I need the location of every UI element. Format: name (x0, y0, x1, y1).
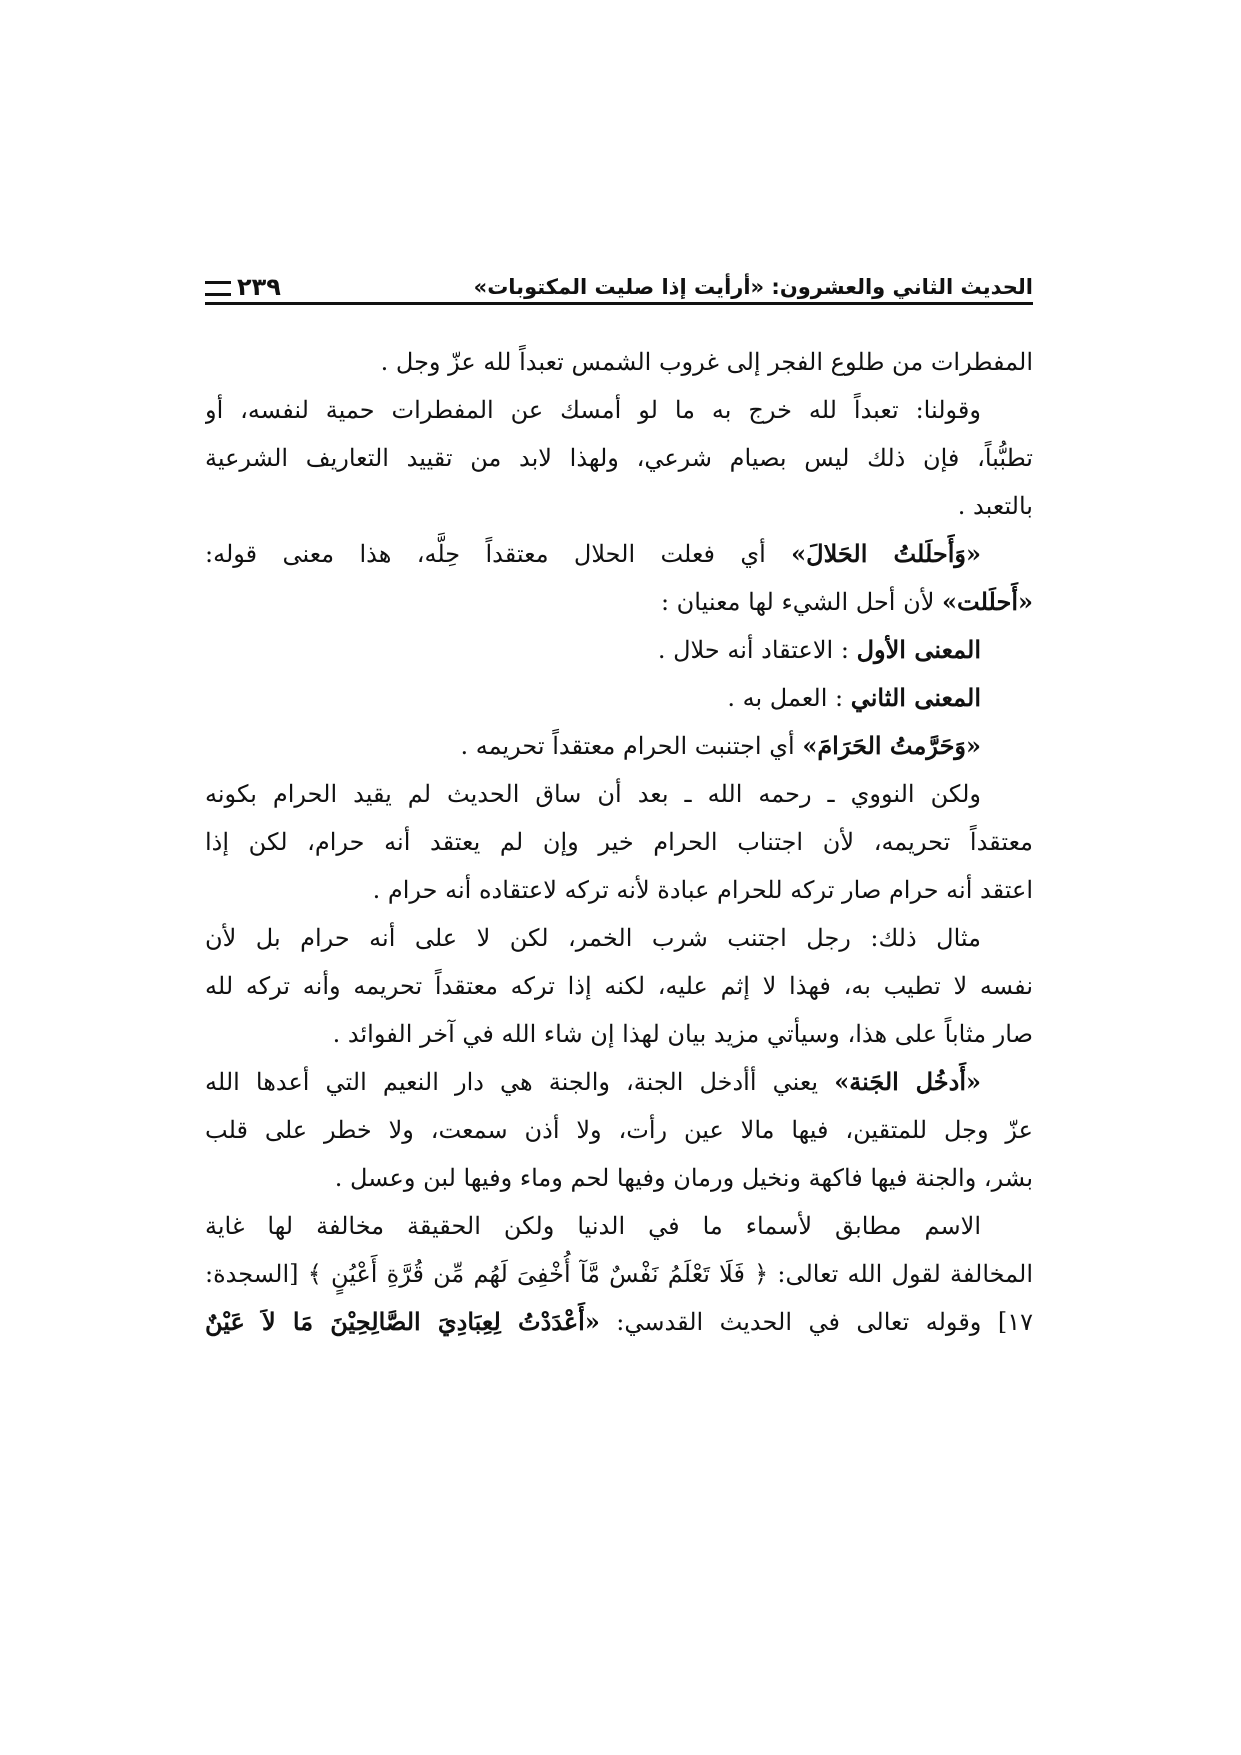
text-line: «أَحلَلت» لأن أحل الشيء لها معنيان : (660, 587, 1033, 616)
text-line: المخالفة لقول الله تعالى: ﴿ فَلَا تَعْلَمُ نَفْسٌ مَّآ أُخْفِىَ لَهُم مِّن قُرَّةِ أَعْيُنٍ ﴾ [السجدة: (205, 1260, 1033, 1288)
page-number-block (205, 272, 287, 302)
hadith-quote: «أَدخُل الجَنة» (834, 1067, 981, 1096)
text-line: بشر، والجنة فيها فاكهة ونخيل ورمان وفيها لحم وماء وفيها لبن وعسل . (334, 1164, 1033, 1192)
text-line: عزّ وجل للمتقين، فيها مالا عين رأت، ولا أذن سمعت، ولا خطر على قلب (205, 1116, 1033, 1144)
text-line: صار مثاباً على هذا، وسيأتي مزيد بيان لهذا إن شاء الله في آخر الفوائد . (332, 1020, 1033, 1048)
text-line: معتقداً تحريمه، لأن اجتناب الحرام خير وإن لم يعتقد أنه حرام، لكن إذا (205, 828, 1033, 856)
chapter-title: الحديث الثاني والعشرون: «أرأيت إذا صليت المكتوبات» (473, 275, 1033, 299)
hadith-quote: «أَحلَلت» (942, 587, 1033, 616)
page-number-ornament (205, 281, 231, 296)
text-line: المعنى الأول : الاعتقاد أنه حلال . (657, 635, 981, 664)
page-body (205, 338, 1033, 1346)
text-line: «وَأَحلَلتُ الحَلالَ» أي فعلت الحلال معتقداً حِلَّه، هذا معنى قوله: (205, 539, 981, 568)
hadith-quote: «أَعْدَدْتُ لِعِبَادِيَ الصَّالِحِيْنَ مَا لاَ عَيْنٌ (205, 1307, 600, 1336)
running-header (205, 272, 1033, 318)
hadith-quote: «وَحَرَّمتُ الحَرَامَ» (802, 731, 981, 760)
text-line: «وَحَرَّمتُ الحَرَامَ» أي اجتنبت الحرام معتقداً تحريمه . (460, 731, 981, 760)
header-rule (205, 302, 1033, 305)
text-line: المفطرات من طلوع الفجر إلى غروب الشمس تعبداً لله عزّ وجل . (380, 348, 1033, 376)
hadith-quote: «وَأَحلَلتُ الحَلالَ» (791, 539, 981, 568)
text-line: مثال ذلك: رجل اجتنب شرب الخمر، لكن لا على أنه حرام بل لأن (205, 924, 981, 952)
text-line: الاسم مطابق لأسماء ما في الدنيا ولكن الحقيقة مخالفة لها غاية (205, 1212, 981, 1240)
meaning-label: المعنى الأول (856, 635, 981, 664)
text-line: ولكن النووي ـ رحمه الله ـ بعد أن ساق الحديث لم يقيد الحرام بكونه (205, 780, 981, 808)
text-line: نفسه لا تطيب به، فهذا لا إثم عليه، لكنه إذا تركه معتقداً تحريمه وأنه تركه لله (205, 972, 1033, 1000)
text-line: ١٧] وقوله تعالى في الحديث القدسي: «أَعْدَدْتُ لِعِبَادِيَ الصَّالِحِيْنَ مَا لاَ عَيْنٌ (205, 1307, 1033, 1336)
text-line: تطبُّباً، فإن ذلك ليس بصيام شرعي، ولهذا لابد من تقييد التعاريف الشرعية (205, 444, 1033, 472)
text-line: اعتقد أنه حرام صار تركه للحرام عبادة لأنه تركه لاعتقاده أنه حرام . (372, 876, 1033, 904)
text-line: بالتعبد . (957, 492, 1033, 520)
page-number: ٢٣٩ (237, 273, 281, 301)
text-line: «أَدخُل الجَنة» يعني أأدخل الجنة، والجنة هي دار النعيم التي أعدها الله (205, 1067, 981, 1096)
meaning-label: المعنى الثاني (850, 683, 981, 712)
text-line: وقولنا: تعبداً لله خرج به ما لو أمسك عن المفطرات حمية لنفسه، أو (205, 396, 981, 424)
text-line: المعنى الثاني : العمل به . (727, 683, 981, 712)
